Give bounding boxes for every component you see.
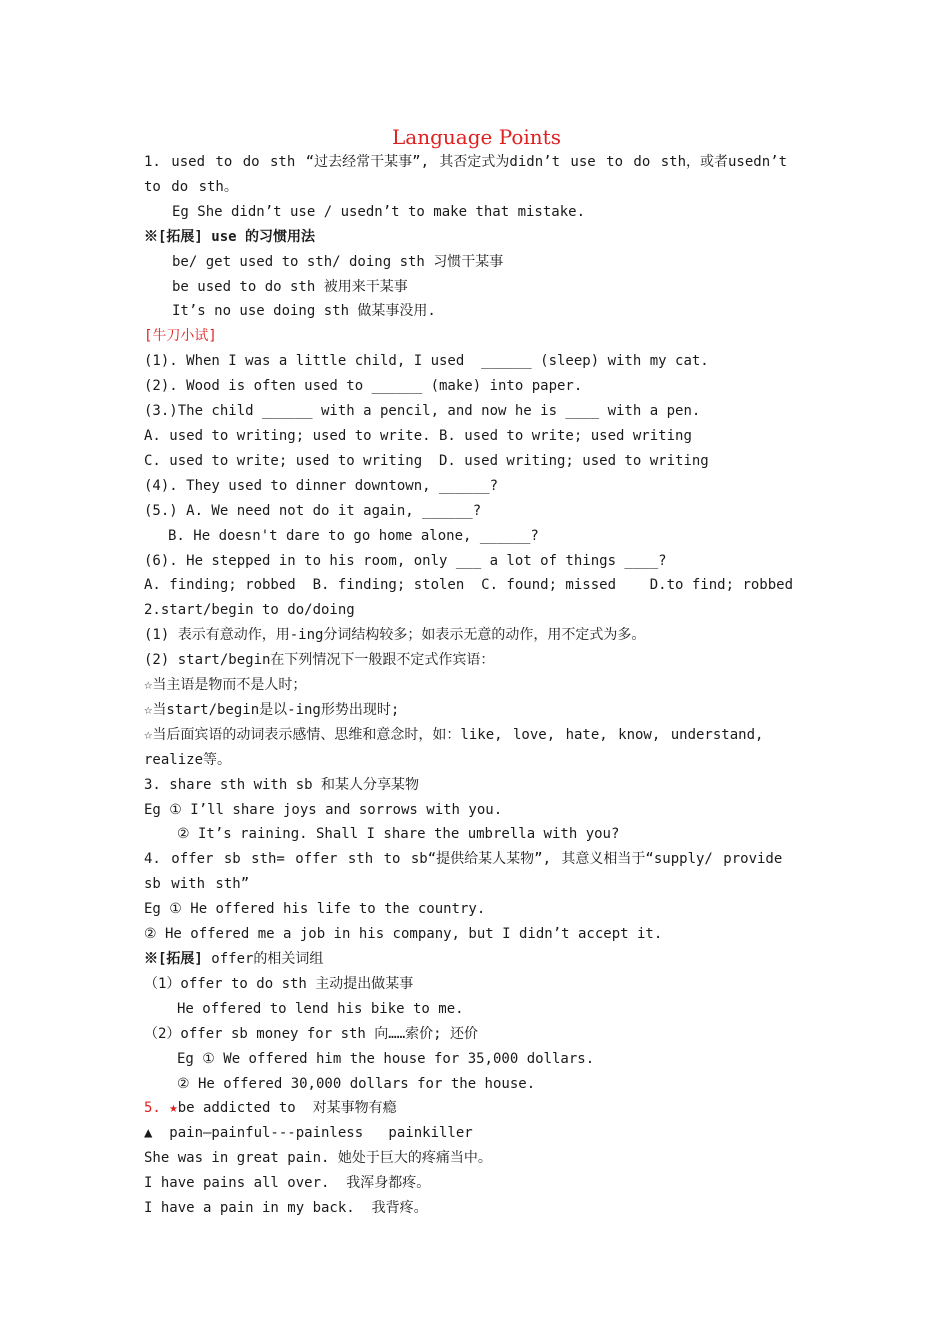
document-page	[144, 124, 809, 1221]
text-line: (5.) A. We need not do it again, ______?	[144, 502, 482, 519]
text-line: ※[拓展] use 的习惯用法	[144, 228, 316, 245]
text-line: (4). They used to dinner downtown, ______?	[144, 477, 499, 494]
text-line: 3. share sth with sb 和某人分享某物	[144, 776, 420, 793]
text-line: Eg ① I’ll share joys and sorrows with you.	[144, 801, 503, 818]
text-line: (1). When I was a little child, I used ______ (sleep) with my cat.	[144, 353, 709, 370]
text-line: It’s no use doing sth 做某事没用.	[172, 303, 436, 320]
text-line: (6). He stepped in to his room, only ___ a lot of things ____?	[144, 552, 667, 569]
text-line: be/ get used to sth/ doing sth 习惯干某事	[172, 253, 504, 270]
text-line: Eg She didn’t use / usedn’t to make that mistake.	[172, 203, 586, 220]
text-line: [牛刀小试]	[144, 328, 217, 345]
text-line: (1) 表示有意动作，用-ing分词结构较多；如表示无意的动作，用不定式为多。	[144, 627, 646, 644]
text-line: 5. ★be addicted to 对某事物有瘾	[144, 1100, 397, 1117]
text-line: I have a pain in my back. 我背疼。	[144, 1200, 428, 1217]
text-line: ② It’s raining. Shall I share the umbrella with you?	[177, 826, 620, 843]
text-line: ☆当后面宾语的动词表示感情、思维和意念时，如：like, love, hate, know, understand, realize等。	[144, 726, 764, 768]
text-line: ☆当主语是物而不是人时；	[144, 677, 307, 694]
text-line: A. finding; robbed B. finding; stolen C. found; missed D.to find; robbed	[144, 577, 794, 594]
text-line: ② He offered me a job in his company, but I didn’t accept it.	[144, 926, 663, 943]
text-line: Eg ① He offered his life to the country.	[144, 901, 486, 918]
text-line: He offered to lend his bike to me.	[177, 1000, 464, 1017]
text-line: (2) start/begin在下列情况下一般跟不定式作宾语：	[144, 652, 495, 669]
text-line: 1. used to do sth “过去经常干某事”, 其否定式为didn’t use to do sth，或者usedn’t to do sth。	[144, 154, 788, 195]
text-line: ☆当start/begin是以-ing形势出现时;	[144, 701, 400, 718]
text-line: I have pains all over. 我浑身都疼。	[144, 1175, 431, 1192]
text-line: Eg ① We offered him the house for 35,000 dollars.	[177, 1050, 595, 1067]
text-line: ※[拓展] offer的相关词组	[144, 951, 324, 967]
text-line: A. used to writing; used to write. B. used to write; used writing	[144, 427, 692, 444]
text-line: be used to do sth 被用来干某事	[172, 278, 408, 295]
text-line: ② He offered 30,000 dollars for the house.	[177, 1075, 536, 1092]
text-line: (2). Wood is often used to ______ (make) into paper.	[144, 378, 583, 395]
text-line: ▲ pain—painful---painless painkiller	[144, 1125, 473, 1142]
text-line: C. used to write; used to writing D. used writing; used to writing	[144, 452, 709, 469]
text-line: B. He doesn't dare to go home alone, ______?	[168, 527, 539, 544]
document-body	[144, 150, 809, 1221]
text-line: (3.)The child ______ with a pencil, and now he is ____ with a pen.	[144, 403, 701, 420]
text-line: She was in great pain. 她处于巨大的疼痛当中。	[144, 1150, 492, 1167]
text-line: 4. offer sb sth= offer sth to sb“提供给某人某物”, 其意义相当于“supply/ provide sb with sth”	[144, 851, 783, 893]
page-title: Language Points	[392, 125, 561, 149]
text-line: 2.start/begin to do/doing	[144, 602, 355, 619]
text-line: （1）offer to do sth 主动提出做某事	[144, 975, 414, 992]
text-line: （2）offer sb money for sth 向……索价; 还价	[144, 1025, 479, 1042]
